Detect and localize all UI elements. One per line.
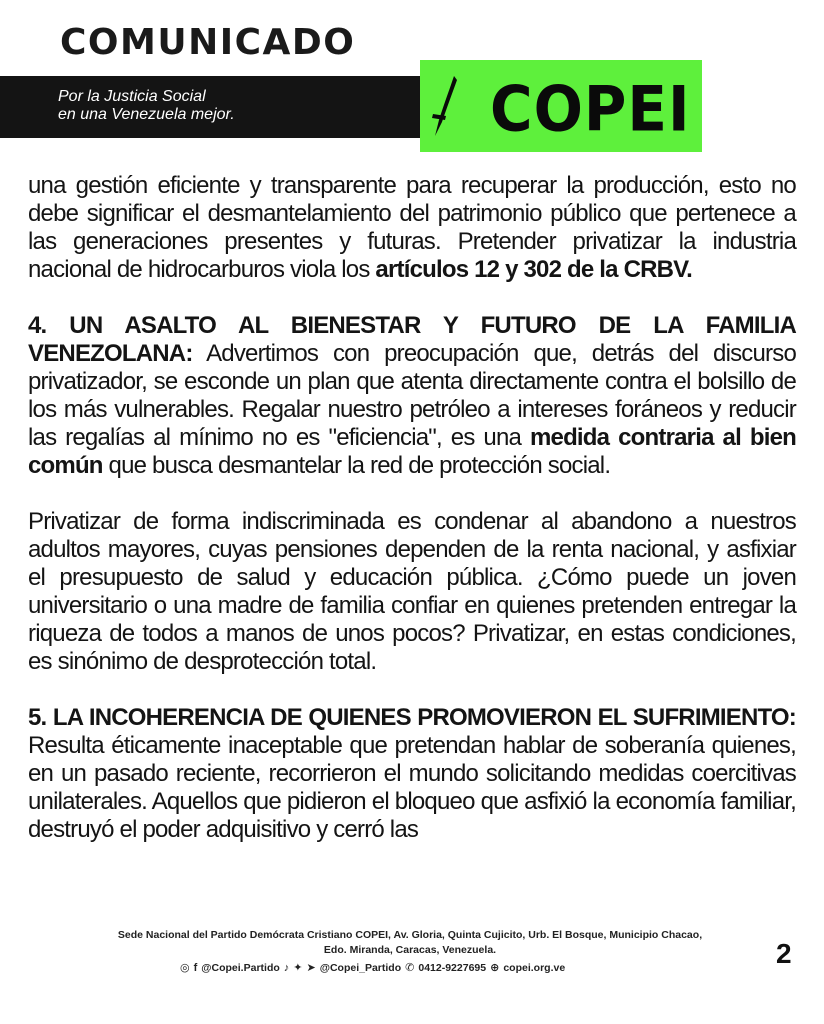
slogan-line-2: en una Venezuela mejor.	[58, 106, 235, 123]
slogan	[58, 88, 235, 124]
paragraph-3: Privatizar de forma indiscriminada es condenar al abandono a nuestros adultos mayores, cuyas pensiones dependen de la renta nacional, y asfixiar el presupuesto de salud y educación pública. ¿Cómo puede un joven universitario o una madre de familia confiar en quienes pretenden entregar la riqueza de todos a manos de unos pocos? Privatizar, en estas condiciones, es sinónimo de desprotección total.	[28, 508, 796, 675]
section-4-heading: 4. UN ASALTO AL BIENESTAR Y FUTURO DE LA FAMILIA VENEZOLANA:	[28, 312, 796, 367]
instagram-icon: ◎	[180, 962, 190, 974]
paragraph-1: una gestión eficiente y transparente para recuperar la producción, esto no debe significar el desmantelamiento del patrimonio público que pertenece a las generaciones presentes y futuras. Pretender privatizar la industria nacional de hidrocarburos viola los artículos 12 y 302 de la CRBV.	[28, 172, 796, 283]
slogan-line-1: Por la Justicia Social	[58, 88, 206, 105]
web-icon: ⊕	[490, 962, 500, 974]
address-line-1: Sede Nacional del Partido Demócrata Cristiano COPEI, Av. Gloria, Quinta Cujicito, Urb. El Bosque, Municipio Chacao,	[117, 929, 703, 941]
phone-number: 0412-9227695	[418, 962, 487, 974]
document-title: COMUNICADO	[60, 22, 356, 63]
website: copei.org.ve	[503, 962, 566, 974]
section-5-heading: 5. LA INCOHERENCIA DE QUIENES PROMOVIERON EL SUFRIMIENTO:	[28, 704, 796, 731]
copei-torch-icon	[430, 74, 466, 138]
twitter-icon: ✦	[293, 962, 303, 974]
social-links	[180, 962, 650, 974]
facebook-icon: f	[193, 962, 198, 974]
address-line-2: Edo. Miranda, Caracas, Venezuela.	[323, 944, 497, 956]
telegram-icon: ➤	[306, 962, 316, 974]
emphasis-common-good: medida contraria al bien común	[28, 424, 796, 479]
page-number: 2	[776, 938, 792, 969]
paragraph-4: 5. LA INCOHERENCIA DE QUIENES PROMOVIERON EL SUFRIMIENTO: Resulta éticamente inaceptable que pretendan hablar de soberanía quienes, en un pasado reciente, recorrieron el mundo solicitando medidas coercitivas unilaterales. Aquellos que pidieron el bloqueo que asfixió la economía familiar, destruyó el poder adquisitivo y cerró las	[28, 704, 796, 843]
document-body	[28, 172, 796, 872]
copei-logo	[420, 60, 702, 152]
social-handle-copei-partido-dot: @Copei.Partido	[201, 962, 280, 974]
whatsapp-icon: ✆	[405, 962, 415, 974]
logo-text: COPEI	[490, 72, 691, 146]
tiktok-icon: ♪	[283, 962, 290, 974]
footer-address	[60, 928, 760, 958]
social-handle-copei-partido-underscore: @Copei_Partido	[319, 962, 402, 974]
legal-reference: artículos 12 y 302 de la CRBV.	[375, 256, 693, 283]
paragraph-2: 4. UN ASALTO AL BIENESTAR Y FUTURO DE LA FAMILIA VENEZOLANA: Advertimos con preocupación que, detrás del discurso privatizador, se esconde un plan que atenta directamente contra el bolsillo de los más vulnerables. Regalar nuestro petróleo a intereses foráneos y reducir las regalías al mínimo no es "eficiencia", es una medida contraria al bien común que busca desmantelar la red de protección social.	[28, 312, 796, 479]
